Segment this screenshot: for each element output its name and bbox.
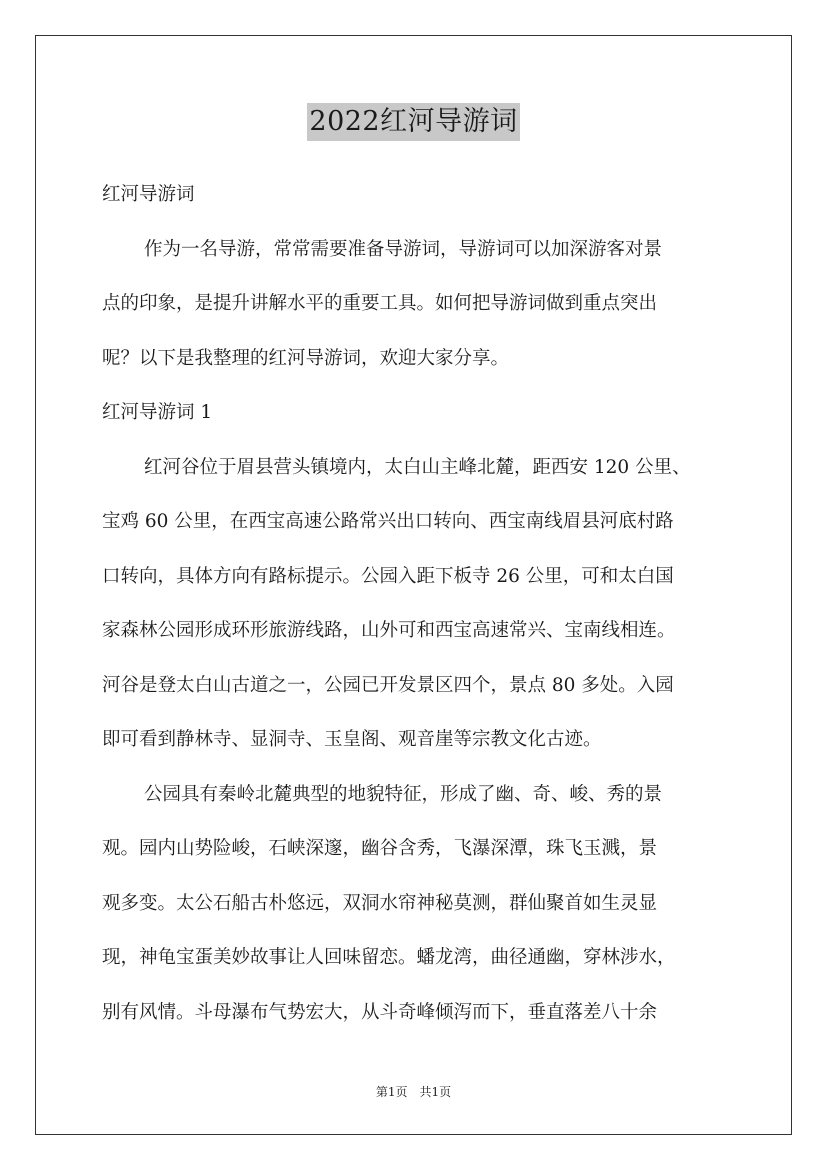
text-line: 家森林公园形成环形旅游线路，山外可和西宝高速常兴、宝南线相连。 xyxy=(102,620,676,641)
text-line: 观。园内山势险峻，石峡深邃，幽谷含秀，飞瀑深潭，珠飞玉溅，景 xyxy=(102,838,658,859)
text-line: 现，神龟宝蛋美妙故事让人回味留恋。蟠龙湾，曲径通幽，穿林涉水， xyxy=(102,947,676,968)
text-line: 红河谷位于眉县营头镇境内，太白山主峰北麓，距西安 120 公里、 xyxy=(144,456,691,478)
text-line: 红河导游词 xyxy=(102,184,195,205)
text-line: 红河导游词 1 xyxy=(102,402,213,423)
page-footer: 第1页 共1页 xyxy=(375,1085,452,1099)
text-line: 河谷是登太白山古道之一，公园已开发景区四个，景点 80 多处。入园 xyxy=(102,674,674,696)
text-line: 作为一名导游，常常需要准备导游词，导游词可以加深游客对景 xyxy=(144,238,663,260)
text-line: 点的印象，是提升讲解水平的重要工具。如何把导游词做到重点突出 xyxy=(102,293,658,314)
title-container xyxy=(0,103,827,141)
text-line: 宝鸡 60 公里，在西宝高速公路常兴出口转向、西宝南线眉县河底村路 xyxy=(102,511,674,532)
page-title: 2022红河导游词 xyxy=(307,103,519,141)
text-line: 公园具有秦岭北麓典型的地貌特征，形成了幽、奇、峻、秀的景 xyxy=(144,783,663,805)
text-line: 口转向，具体方向有路标提示。公园入距下板寺 26 公里，可和太白国 xyxy=(102,565,674,587)
text-line: 观多变。太公石船古朴悠远，双洞水帘神秘莫测，群仙聚首如生灵显 xyxy=(102,892,658,914)
text-line: 呢？以下是我整理的红河导游词，欢迎大家分享。 xyxy=(102,347,510,369)
text-line: 即可看到静林寺、显洞寺、玉皇阁、观音崖等宗教文化古迹。 xyxy=(102,729,602,750)
document-body xyxy=(102,168,742,1040)
text-line: 别有风情。斗母瀑布气势宏大，从斗奇峰倾泻而下，垂直落差八十余 xyxy=(102,1001,658,1023)
